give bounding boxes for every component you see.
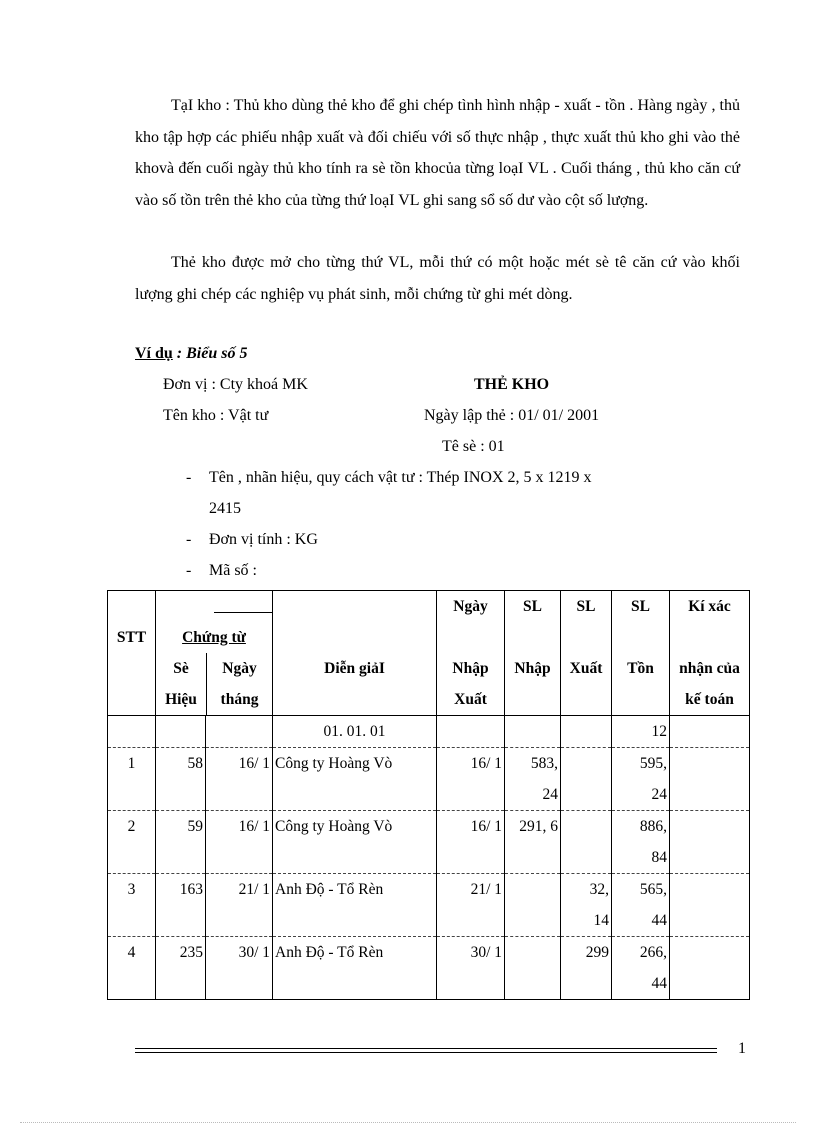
paragraph-2 — [135, 247, 740, 310]
paragraph-2-text: Thẻ kho được mở cho từng thứ VL, mỗi thứ có một hoặc mét sè tê căn cứ vào khối lượng ghi chép các nghiệp vụ phát sinh, mỗi chứng từ ghi mét dòng. — [135, 254, 740, 303]
cell-sl-ton — [612, 937, 670, 1000]
header-dien-giai-text: Diễn giảI — [324, 660, 385, 677]
cell-ngay-nx: 16/ 1 — [437, 811, 505, 874]
example-separator: : — [172, 345, 187, 362]
cell-sl-xuat-1: 32, — [589, 881, 609, 898]
cell-sl-ton-1: 886, — [639, 818, 667, 835]
cell-ngay-thang: 16/ 1 — [206, 811, 273, 874]
cell-sl-ton — [612, 811, 670, 874]
cell-ngay-nx: 16/ 1 — [437, 748, 505, 811]
cell-sl-ton-1: 595, — [639, 755, 667, 772]
cell-dien-giai: Công ty Hoàng Vò — [273, 748, 437, 811]
cell-sl-ton — [612, 748, 670, 811]
cell-dien-giai: Anh Độ - Tổ Rèn — [273, 937, 437, 1000]
page-number: 1 — [738, 1040, 746, 1057]
cell-sl-nhap — [505, 811, 561, 874]
table-row-opening — [108, 716, 750, 748]
cell-sl-nhap — [505, 937, 561, 1000]
cell-stt: 4 — [108, 937, 156, 1000]
header-chung-tu — [156, 591, 273, 716]
cell-sl-nhap — [505, 748, 561, 811]
cell-sl-ton-2: 84 — [651, 849, 667, 866]
cell-so-hieu: 58 — [156, 748, 206, 811]
cell-sl-nhap-1: 583, — [530, 755, 558, 772]
header-so-hieu-1: Sè — [173, 660, 189, 677]
unit-name: Đơn vị : Cty khoá MK — [163, 376, 308, 393]
cell-sl-ton-1: 266, — [639, 944, 667, 961]
table-row — [108, 811, 750, 874]
cell-sl-nhap — [505, 874, 561, 937]
header-sl-ton-2: Tồn — [627, 660, 654, 677]
material-spec-line1: Tên , nhãn hiệu, quy cách vật tư : Thép INOX 2, 5 x 1219 x — [209, 469, 592, 486]
opening-balance: 12 — [612, 716, 670, 748]
paragraph-1-text: TạI kho : Thủ kho dùng thẻ kho để ghi chép tình hình nhập - xuất - tồn . Hàng ngày , thủ kho tập hợp các phiếu nhập xuất và đối chiếu với số thực nhập , thực xuất thủ kho ghi vào thẻ khovà đến cuối ngày thủ kho tính ra sè tồn khocủa từng loạI VL . Cuối tháng , thủ kho căn cứ vào số tồn trên thẻ kho của từng thứ loạI VL ghi sang sổ số dư vào cột số lượng. — [135, 97, 740, 209]
cell-sl-nhap-2: 24 — [542, 786, 558, 803]
cell-ngay-thang: 16/ 1 — [206, 748, 273, 811]
header-ngay-nx-3: Xuất — [454, 691, 487, 708]
cell-dien-giai: Công ty Hoàng Vò — [273, 811, 437, 874]
cell-stt: 3 — [108, 874, 156, 937]
cell-sl-ton — [612, 874, 670, 937]
example-title: Biểu số 5 — [186, 345, 248, 362]
footer-rule-top — [135, 1048, 717, 1049]
cell-so-hieu: 163 — [156, 874, 206, 937]
cell-ngay-thang: 30/ 1 — [206, 937, 273, 1000]
header-sl-nhap-1: SL — [523, 598, 542, 615]
cell-sl-xuat-1: 299 — [585, 944, 609, 961]
header-ki-xac-nhan — [670, 591, 750, 716]
cell-sl-ton-2: 44 — [651, 912, 667, 929]
cell-ki — [670, 811, 750, 874]
header-ngay-thang — [207, 653, 272, 715]
header-sl-ton-1: SL — [631, 598, 650, 615]
bullet-dash-3: - — [186, 562, 192, 579]
header-ngay-thang-2: tháng — [220, 691, 259, 708]
cell-dien-giai: Anh Độ - Tổ Rèn — [273, 874, 437, 937]
cell-ngay-nx: 30/ 1 — [437, 937, 505, 1000]
material-spec-line2: 2415 — [209, 500, 241, 517]
item-code: Mã số : — [209, 562, 257, 579]
cell-sl-xuat — [561, 811, 612, 874]
header-sl-xuat-1: SL — [576, 598, 596, 615]
cell-ki — [670, 937, 750, 1000]
cell-sl-xuat-2: 14 — [593, 912, 609, 929]
example-label: Ví dụ — [135, 345, 173, 362]
stock-card-table — [107, 590, 750, 1000]
cell-sl-ton-2: 24 — [651, 786, 667, 803]
unit-of-measure: Đơn vị tính : KG — [209, 531, 318, 548]
header-stt-text: STT — [116, 629, 147, 646]
chung-tu-rule — [214, 612, 272, 613]
sheet-number: Tê sè : 01 — [442, 438, 505, 455]
paragraph-1 — [135, 90, 740, 216]
header-so-hieu — [156, 653, 206, 715]
cell-sl-xuat — [561, 874, 612, 937]
warehouse-name: Tên kho : Vật tư — [163, 407, 269, 424]
cell-so-hieu: 235 — [156, 937, 206, 1000]
header-so-hieu-2: Hiệu — [165, 691, 197, 708]
footer-rule-bottom — [135, 1052, 717, 1053]
header-sl-xuat-2: Xuất — [569, 660, 603, 677]
table-row — [108, 874, 750, 937]
cell-ngay-thang: 21/ 1 — [206, 874, 273, 937]
header-chung-tu-text: Chứng từ — [182, 629, 246, 646]
cell-sl-nhap-1: 291, 6 — [519, 818, 558, 835]
header-ki-1: Kí xác — [688, 598, 731, 615]
card-title: THẺ KHO — [474, 376, 550, 393]
cell-sl-xuat — [561, 937, 612, 1000]
cell-ki — [670, 874, 750, 937]
cell-stt: 2 — [108, 811, 156, 874]
header-sl-xuat — [561, 591, 612, 716]
cell-stt: 1 — [108, 748, 156, 811]
header-ki-2: nhận của — [679, 660, 740, 677]
header-dien-giai — [273, 591, 437, 716]
header-sl-nhap-2: Nhập — [514, 660, 551, 677]
header-ngay-nhap-xuat — [437, 591, 505, 716]
header-sl-nhap — [505, 591, 561, 716]
bullet-dash-1: - — [186, 469, 192, 486]
cell-ngay-nx: 21/ 1 — [437, 874, 505, 937]
table-header-row — [108, 591, 750, 716]
header-stt — [108, 591, 156, 716]
header-ngay-nx-2: Nhập — [452, 660, 489, 677]
header-ki-3: kế toán — [685, 691, 734, 708]
opening-date: 01. 01. 01 — [273, 716, 437, 748]
card-date: Ngày lập thẻ : 01/ 01/ 2001 — [424, 407, 600, 424]
table-row — [108, 937, 750, 1000]
header-sl-ton — [612, 591, 670, 716]
example-heading — [135, 344, 247, 364]
table-row — [108, 748, 750, 811]
bullet-dash-2: - — [186, 531, 192, 548]
header-ngay-nx-1: Ngày — [453, 598, 488, 615]
cell-ki — [670, 748, 750, 811]
cell-sl-ton-1: 565, — [639, 881, 667, 898]
header-ngay-thang-1: Ngày — [222, 660, 257, 677]
cell-so-hieu: 59 — [156, 811, 206, 874]
cell-sl-ton-2: 44 — [651, 975, 667, 992]
cell-sl-xuat — [561, 748, 612, 811]
